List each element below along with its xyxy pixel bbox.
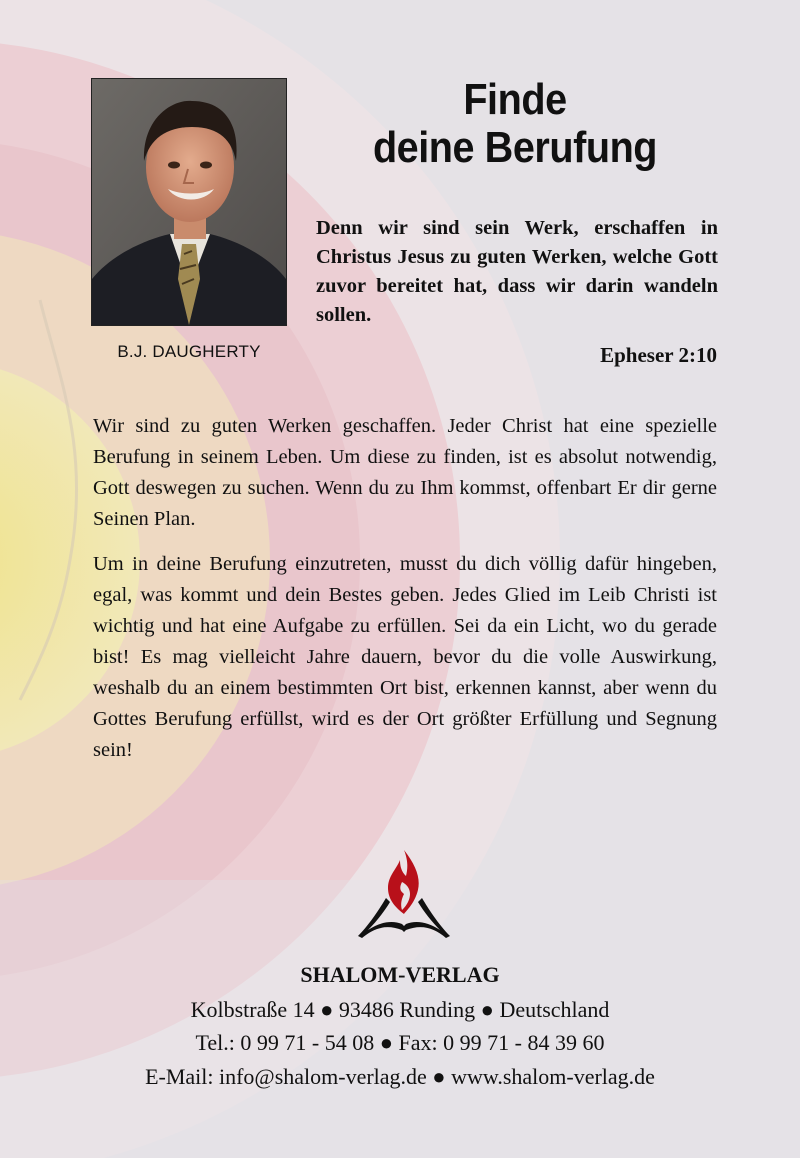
author-name: B.J. DAUGHERTY	[117, 342, 261, 361]
flame-over-open-book-icon	[356, 848, 452, 944]
publisher-email-web: E-Mail: info@shalom-verlag.de ● www.shalom-verlag.de	[145, 1064, 655, 1089]
publisher-address: Kolbstraße 14 ● 93486 Runding ● Deutschland	[190, 997, 610, 1022]
book-title	[322, 76, 709, 172]
author-photo	[91, 78, 287, 326]
title-line-1: Finde	[463, 75, 567, 124]
description	[93, 411, 717, 780]
publisher-name: SHALOM-VERLAG	[300, 962, 500, 987]
title-line-2: deine Berufung	[372, 123, 658, 172]
bible-quote: Denn wir sind sein Werk, erschaffen in Christus Jesus zu guten Werken, welche Gott zuvor bereitet hat, dass wir darin wandeln sollen.	[316, 217, 718, 326]
description-paragraph-1: Wir sind zu guten Werken geschaffen. Jeder Christ hat eine spezielle Berufung in seinem Leben. Um diese zu finden, ist es absolut notwendig, Gott deswegen zu suchen. Wenn du zu Ihm kommst, offenbart Er dir gerne Seinen Plan.	[93, 415, 717, 530]
bible-reference: Epheser 2:10	[600, 343, 717, 367]
publisher-phone-fax: Tel.: 0 99 71 - 54 08 ● Fax: 0 99 71 - 84 39 60	[195, 1030, 605, 1055]
description-paragraph-2: Um in deine Berufung einzutreten, musst du dich völlig dafür hingeben, egal, was kommt und dein Bestes geben. Jedes Glied im Leib Christi ist wichtig und hat eine Aufgabe zu erfüllen. Sei da ein Licht, wo du gerade bist! Es mag vielleicht Jahre dauern, bevor du die volle Auswirkung, weshalb du an einem bestimmten Ort bist, erkennen kannst, aber wenn du Gottes Berufung erfüllst, wird es der Ort größter Erfüllung und Segnung sein!	[93, 553, 717, 761]
